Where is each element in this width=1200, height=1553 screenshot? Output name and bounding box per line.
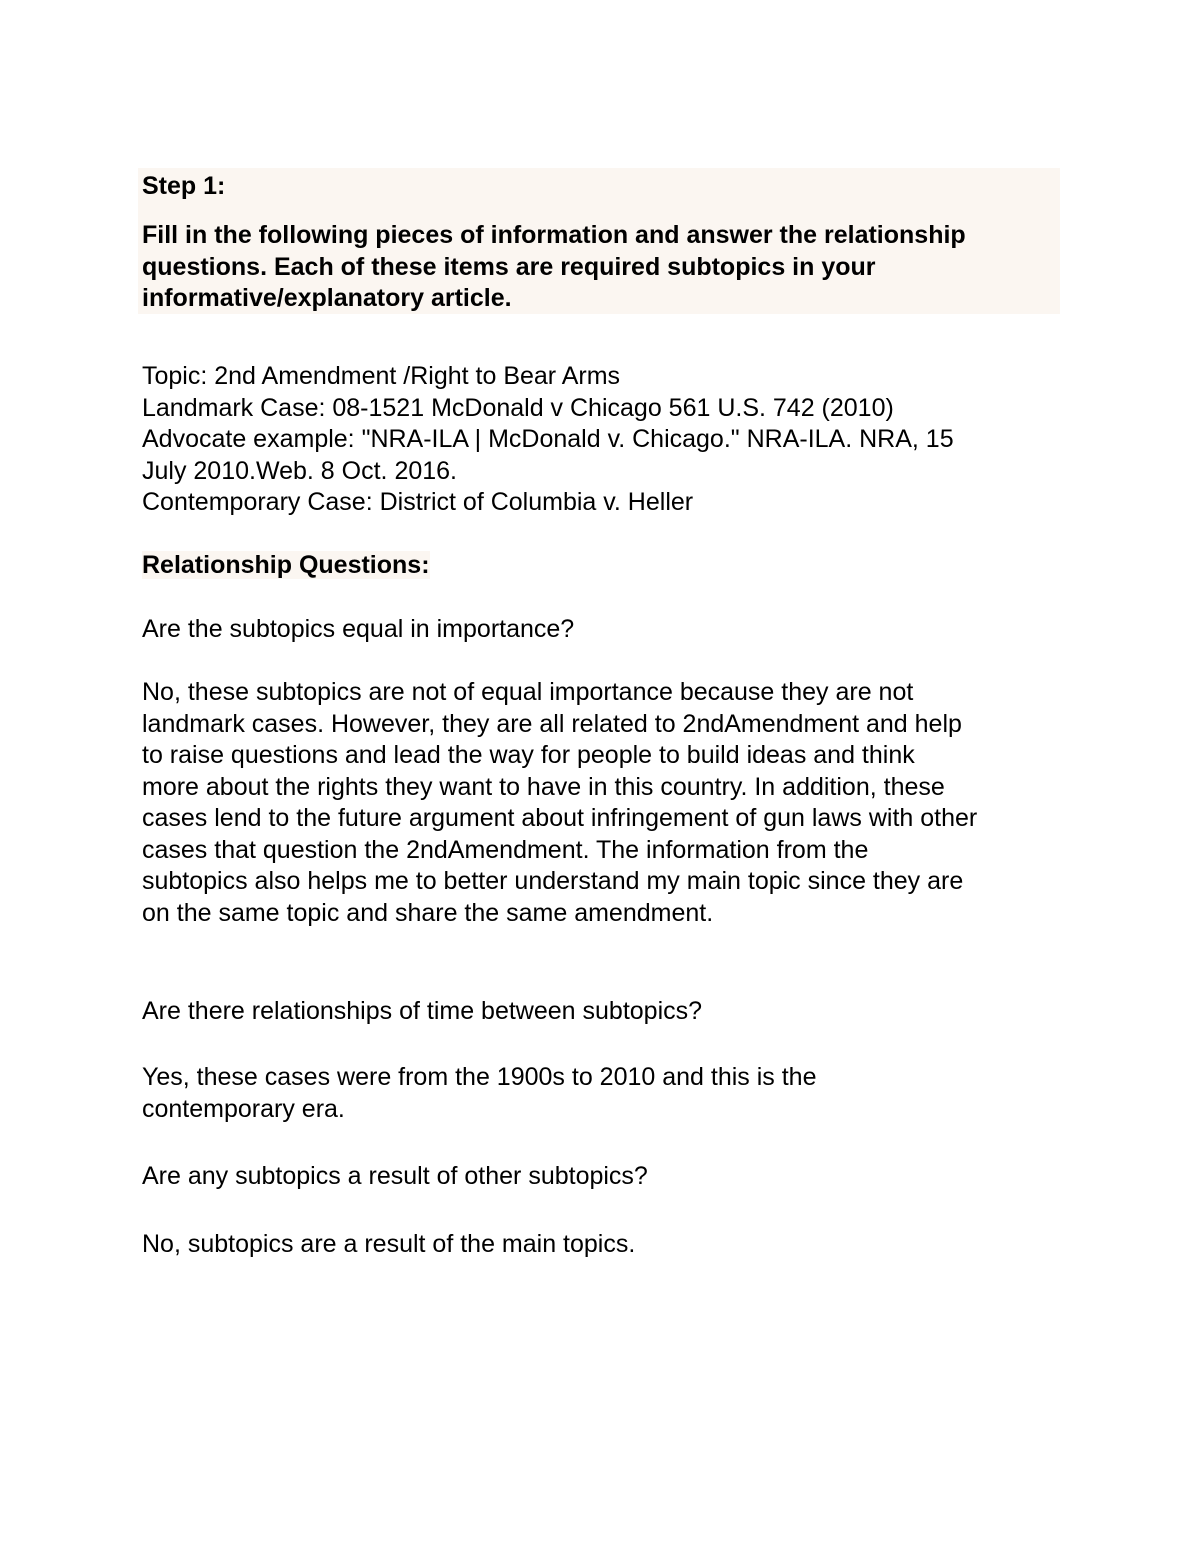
answer-1-line: on the same topic and share the same amendment. bbox=[142, 898, 714, 927]
instructions-line: questions. Each of these items are required subtopics in your bbox=[142, 252, 876, 281]
answer-1 bbox=[142, 677, 977, 929]
answer-1-line: to raise questions and lead the way for people to build ideas and think bbox=[142, 741, 915, 769]
topic-line: Topic: 2nd Amendment /Right to Bear Arms bbox=[142, 362, 621, 390]
advocate-example-line-cont: July 2010.Web. 8 Oct. 2016. bbox=[142, 456, 458, 485]
topic-info-block bbox=[142, 361, 954, 519]
question-1: Are the subtopics equal in importance? bbox=[142, 615, 575, 643]
answer-1-line: landmark cases. However, they are all related to 2ndAmendment and help bbox=[142, 709, 962, 738]
question-3: Are any subtopics a result of other subtopics? bbox=[142, 1162, 648, 1190]
answer-2-line: contemporary era. bbox=[142, 1094, 345, 1123]
landmark-case-line: Landmark Case: 08-1521 McDonald v Chicago 561 U.S. 742 (2010) bbox=[142, 393, 894, 422]
instructions-line: Fill in the following pieces of information and answer the relationship bbox=[142, 221, 966, 249]
answer-1-line: more about the rights they want to have in this country. In addition, these bbox=[142, 772, 945, 801]
question-2: Are there relationships of time between subtopics? bbox=[142, 997, 703, 1025]
contemporary-case-line: Contemporary Case: District of Columbia v. Heller bbox=[142, 488, 694, 516]
relationship-questions-heading bbox=[142, 550, 430, 582]
step-title: Step 1: bbox=[142, 172, 226, 200]
answer-2 bbox=[142, 1062, 817, 1125]
answer-1-line: cases lend to the future argument about infringement of gun laws with other bbox=[142, 804, 978, 832]
answer-3: No, subtopics are a result of the main topics. bbox=[142, 1230, 636, 1258]
relationship-questions-heading-text: Relationship Questions: bbox=[142, 551, 430, 579]
instructions-line: informative/explanatory article. bbox=[142, 284, 512, 312]
answer-1-line: subtopics also helps me to better understand my main topic since they are bbox=[142, 867, 964, 895]
answer-2-line: Yes, these cases were from the 1900s to 2010 and this is the bbox=[142, 1063, 817, 1091]
answer-1-line: cases that question the 2ndAmendment. The information from the bbox=[142, 835, 869, 864]
answer-1-line: No, these subtopics are not of equal importance because they are not bbox=[142, 678, 914, 706]
advocate-example-line: Advocate example: "NRA-ILA | McDonald v. Chicago." NRA-ILA. NRA, 15 bbox=[142, 425, 954, 453]
instructions-paragraph bbox=[142, 220, 966, 315]
